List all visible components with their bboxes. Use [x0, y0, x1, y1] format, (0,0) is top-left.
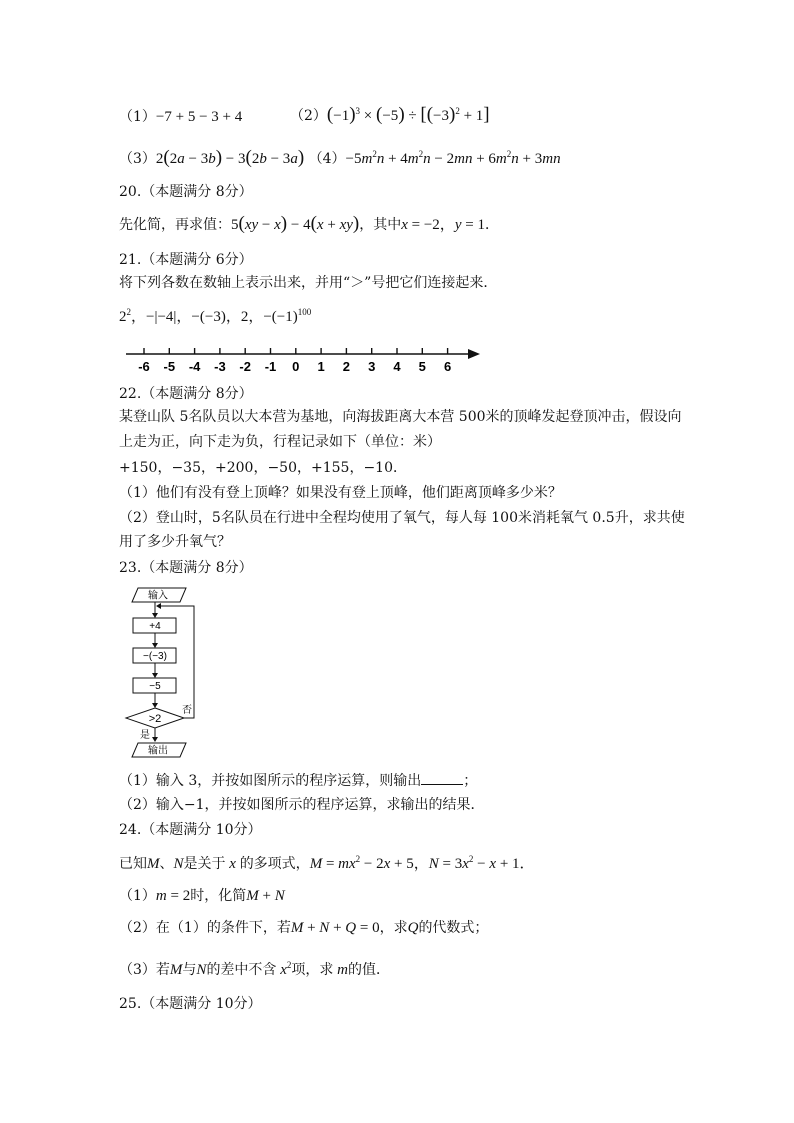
q19-p1-expr: −7 + 5 − 3 + 4	[155, 109, 243, 125]
q19-p1-label: （1）	[119, 109, 156, 125]
q19-part3	[119, 148, 561, 169]
q19-p3-expr: 2(2a − 3b) − 3(2b − 3a)	[155, 147, 305, 168]
flowchart	[118, 582, 208, 762]
q23-heading: 23.（本题满分 8分）	[119, 560, 253, 576]
flow-step1: +4	[149, 621, 161, 632]
q24-sub1	[119, 886, 285, 906]
q24-line1-post: 的多项式，	[239, 856, 310, 872]
q23-sub1-post: ；	[463, 773, 478, 789]
tick-label: 2	[342, 359, 351, 374]
tick-label: -5	[163, 359, 176, 374]
tick-label: 0	[292, 359, 300, 374]
q19-p2-label: （2）	[290, 108, 327, 124]
q24-sub2-pre: （2）在（1）的条件下，若	[119, 920, 291, 936]
q20-text	[119, 214, 499, 235]
q23-sub1	[119, 771, 477, 791]
tick-label: -4	[188, 359, 201, 374]
q25-heading: 25.（本题满分 10分）	[119, 996, 262, 1012]
q19-p3-label: （3）	[119, 151, 156, 167]
tick-label: -3	[214, 359, 226, 374]
q19-part1	[119, 107, 242, 127]
tick-label: 4	[393, 359, 401, 374]
q22-heading: 22.（本题满分 8分）	[119, 386, 253, 402]
tick-label: 6	[443, 359, 452, 374]
q22-sub2a: （2）登山时，5名队员在行进中全程均使用了氧气，每人每 100米消耗氧气 0.5升，求共使	[119, 510, 685, 526]
q21-heading: 21.（本题满分 6分）	[119, 252, 253, 268]
q23-sub2: （2）输入−1，并按如图所示的程序运算，求输出的结果．	[119, 797, 485, 813]
flow-step3: −5	[149, 681, 161, 692]
q24-q: Q	[407, 920, 419, 936]
q24-line1-pre: 已知	[119, 856, 147, 872]
q22-sub2b: 用了多少升氧气？	[119, 534, 231, 550]
q20-values: x = −2，y = 1	[401, 217, 485, 233]
q24-line1: 已知M、N是关于 x 的多项式，$M = mx^2 - 2x + 5$，$N = 3x^2 - x + 1$．	[119, 854, 535, 872]
q24-sub2-post: ，求	[379, 920, 408, 936]
q24-mn: M	[147, 856, 160, 872]
flow-step2: −(−3)	[143, 651, 167, 662]
q19-p2-expr: $(-1)^3 \times (-5) \div [(-3)^2 + 1]$	[326, 104, 490, 125]
q24-sub3-pre: （3）若	[119, 962, 170, 978]
q19-part2	[290, 105, 490, 126]
answer-blank[interactable]	[421, 771, 463, 785]
q24-sub3-mid: 与	[182, 962, 197, 978]
q20-heading: 20.（本题满分 8分）	[119, 184, 253, 200]
tick-label: -2	[239, 359, 251, 374]
q24-sub3-mid2: 的差中不含	[206, 962, 277, 978]
q21-numbers: $2^2$，−|−4|，−(−3)，2，$-(-1)^{100}$	[119, 307, 312, 325]
q24-sub3-m: M	[169, 962, 183, 978]
q23-sub1-pre: （1）输入 3，并按如图所示的程序运算，则输出	[119, 773, 422, 789]
q24-sub1-cond: m = 2	[155, 888, 191, 904]
flow-no: 否	[182, 705, 192, 716]
q24-x: x	[225, 856, 240, 872]
q24-line1-mid: 是关于	[183, 856, 226, 872]
q24-sub1-expr: M + N	[246, 888, 285, 904]
q24-sub3	[119, 960, 390, 980]
q21-text: 将下列各数在数轴上表示出来，并用“＞”号把它们连接起来．	[119, 275, 498, 291]
q24-defs: $M = mx^2 - 2x + 5$，$N = 3x^2 - x + 1$．	[309, 854, 535, 872]
q20-text-end: ．	[484, 217, 499, 233]
q24-sub3-var: m	[333, 962, 348, 978]
q24-sub3-post: 项，求	[291, 962, 334, 978]
q24-sub3-x2: $x^2$	[280, 960, 292, 978]
flow-yes: 是	[140, 730, 150, 741]
q22-records: +150，−35，+200，−50，+155，−10．	[119, 460, 407, 476]
q20-expr: 5(xy − x) − 4(x + xy)	[231, 213, 360, 234]
q19-p4-expr: $-5m^2n + 4m^2n - 2mn + 6m^2n + 3mn$	[345, 149, 561, 167]
number-line	[118, 340, 488, 376]
tick-label: 3	[368, 359, 376, 374]
q24-sub2	[119, 918, 488, 938]
flow-cond: >2	[148, 713, 162, 725]
q24-sub3-n: N	[196, 962, 207, 978]
tick-label: 1	[317, 359, 325, 374]
q24-sub1-text: 时，化简	[190, 888, 247, 904]
q22-line2: 上走为正，向下走为负，行程记录如下（单位：米）	[119, 434, 441, 450]
q20-text-mid: ，其中	[359, 217, 402, 233]
q24-sub1-label: （1）	[119, 888, 156, 904]
q24-heading: 24.（本题满分 10分）	[119, 822, 262, 838]
q24-sub2-end: 的代数式；	[418, 920, 489, 936]
tick-label: -1	[264, 359, 277, 374]
q22-sub1: （1）他们有没有登上顶峰？如果没有登上顶峰，他们距离顶峰多少米？	[119, 485, 562, 501]
q24-n: N	[173, 856, 184, 872]
q24-sub2-eq: M + N + Q = 0	[290, 920, 380, 936]
q20-text-prefix: 先化简，再求值：	[119, 217, 231, 233]
tick-label: 5	[418, 359, 426, 374]
tick-label: -6	[138, 359, 150, 374]
flow-output-label: 输出	[148, 745, 168, 757]
q24-sub3-end: 的值．	[347, 962, 390, 978]
q22-line1: 某登山队 5名队员以大本营为基地，向海拔距离大本营 500米的顶峰发起登顶冲击，假设向	[119, 409, 682, 425]
q19-p4-label: （4）	[308, 151, 346, 167]
flow-input-label: 输入	[148, 590, 168, 602]
